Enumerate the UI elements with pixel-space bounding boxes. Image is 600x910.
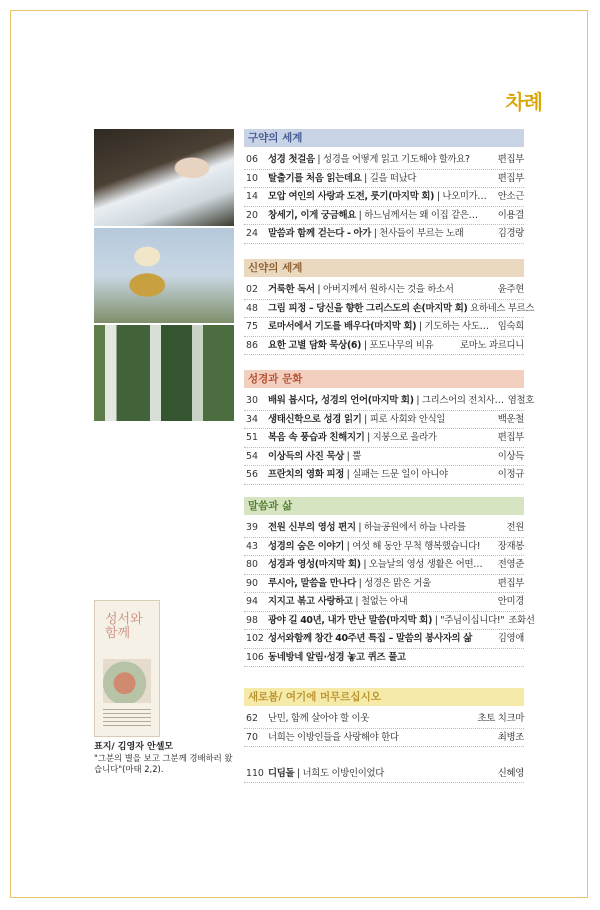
toc-entry: [244, 392, 534, 411]
toc-entry: [244, 225, 524, 244]
entry-series-title: 탈출기를 처음 읽는데요: [268, 172, 362, 184]
entry-title: [268, 170, 494, 184]
entry-list: [244, 281, 535, 355]
cover-title: 성서와 함께: [105, 612, 143, 641]
page-number: 75: [246, 321, 258, 332]
cover-caption: [94, 742, 234, 775]
entry-author: 윤주현: [497, 284, 524, 295]
page-number: 43: [246, 540, 258, 552]
entry-title: [268, 300, 534, 314]
entry-author: 염철호: [507, 395, 534, 406]
page-number: 110: [246, 767, 264, 779]
entry-title: [268, 151, 494, 165]
page-number: 48: [246, 302, 258, 314]
entry-title: [268, 556, 494, 570]
entry-title: [268, 612, 504, 626]
toc-entry: [244, 630, 524, 649]
entry-title: [268, 411, 494, 425]
entry-title: [268, 765, 494, 779]
toc-entry: [244, 612, 535, 631]
entry-title: [268, 466, 494, 480]
entry-series-title: 디딤돌: [268, 767, 295, 779]
entry-title: [268, 188, 494, 202]
section-header: 신약의 세계: [244, 259, 524, 277]
entry-series-title: 그림 피정 – 당신을 향한 그리스도의 손(마지막 회): [268, 302, 468, 314]
entry-author: 조화선: [508, 614, 535, 626]
entry-series-title: 전원 신부의 영성 편지: [268, 522, 356, 533]
entry-subtitle: | 하느님께서는 왜 이집 같은…: [356, 209, 478, 221]
toc-entry: [244, 207, 524, 226]
toc-entry: [244, 318, 524, 337]
entry-title: [268, 710, 474, 724]
entry-author: 이상득: [497, 450, 524, 462]
entry-title: [268, 593, 494, 607]
entry-author: 로마노 과르디니: [460, 339, 524, 351]
entry-list: [244, 392, 534, 485]
toc-entry: [244, 337, 524, 356]
page-number: 70: [246, 731, 258, 743]
entry-subtitle: | 지붕으로 올라가: [364, 432, 437, 443]
entry-series-title: 창세기, 이게 궁금해요: [268, 209, 356, 221]
toc-entry: [244, 170, 524, 189]
cover-thumbnail: [94, 600, 160, 737]
entry-author: 임숙희: [497, 321, 524, 332]
toc-entry: [244, 448, 524, 467]
toc-entry: [244, 575, 524, 594]
page-number: 86: [246, 339, 258, 351]
entry-list: [244, 519, 535, 667]
entry-author: 김경랑: [497, 228, 524, 239]
page-number: 39: [246, 522, 258, 533]
entry-subtitle: | 포도나무의 비유: [361, 339, 434, 351]
entry-author: 최병조: [497, 731, 524, 743]
toc-entry: [244, 649, 524, 668]
entry-author: 편집부: [497, 577, 524, 589]
toc-entry: [244, 765, 524, 784]
page-number: 51: [246, 432, 258, 443]
entry-series-title: 배워 봅시다, 성경의 언어(마지막 회): [268, 395, 414, 406]
toc-section-new-testament: [244, 259, 535, 355]
section-header: 성경과 문화: [244, 370, 524, 388]
page-number: 62: [246, 713, 258, 724]
entry-author: 초토 치크마: [477, 713, 524, 724]
entry-subtitle: | 오늘날의 영성 생활은 어떤…: [360, 559, 483, 570]
page-number: 10: [246, 172, 258, 184]
entry-author: 안소근: [497, 191, 524, 202]
entry-author: 장재봉: [497, 540, 524, 552]
entry-subtitle: 요하네스 부르스: [467, 302, 535, 314]
toc-entry: [244, 729, 524, 748]
entry-title: [268, 448, 494, 462]
page-number: 80: [246, 559, 258, 570]
entry-title: [268, 281, 494, 295]
cover-caption-quote: "그분의 별을 보고 그분께 경배하러 왔습니다"(마태 2,2).: [94, 753, 233, 774]
section-header: 새로봄/ 여기에 머무르십시오: [244, 688, 524, 706]
entry-title: [268, 225, 494, 239]
entry-subtitle: 난민, 함께 살아야 할 이웃: [268, 713, 369, 724]
entry-title: [268, 538, 494, 552]
entry-author: 백운철: [497, 413, 524, 425]
toc-section-new-spring: [244, 688, 524, 783]
entry-title: [268, 575, 494, 589]
entry-title: [268, 207, 494, 221]
photo-pope-blessing: [94, 228, 234, 323]
page-number: 56: [246, 469, 258, 480]
entry-author: 전영준: [497, 559, 524, 570]
entry-title: [268, 429, 494, 443]
entry-title: [268, 649, 520, 663]
page-number: 54: [246, 450, 258, 462]
entry-author: 편집부: [497, 432, 524, 443]
toc-entry: [244, 429, 524, 448]
photo-child-sleeping: [94, 129, 234, 226]
entry-author: 이용결: [497, 209, 524, 221]
entry-title: [268, 337, 456, 351]
photo-forest-path: [94, 325, 234, 421]
entry-title: [268, 392, 504, 406]
entry-subtitle: 너희는 이방인들을 사랑해야 한다: [268, 731, 399, 743]
toc-section-word-life: [244, 497, 535, 667]
entry-subtitle: | 철없는 아내: [352, 596, 408, 607]
page-number: 102: [246, 633, 264, 644]
entry-series-title: 지지고 볶고 사랑하고: [268, 596, 353, 607]
entry-series-title: 이상득의 사진 묵상: [268, 450, 344, 462]
entry-subtitle: | 그리스어의 전치사…: [413, 395, 504, 406]
page-number: 106: [246, 651, 264, 663]
entry-subtitle: | 실패는 드문 일이 아니야: [343, 469, 448, 480]
cover-artwork: [103, 659, 151, 703]
toc-entry: [244, 556, 524, 575]
entry-subtitle: | 여섯 해 동안 무척 행복했습니다!: [343, 540, 481, 552]
toc-entry: [244, 281, 524, 300]
entry-subtitle: | 성경을 어떻게 읽고 기도해야 할까요?: [314, 154, 470, 165]
toc-entry: [244, 538, 524, 557]
entry-series-title: 성경의 숨은 이야기: [268, 540, 344, 552]
entry-author: 전원: [506, 522, 524, 533]
entry-subtitle: | 피로 사회와 안식일: [361, 413, 446, 425]
cover-caption-label: 표지/ 김영자 안셀모: [94, 742, 174, 752]
entry-author: 편집부: [497, 154, 524, 165]
entry-subtitle: | 천사들이 부르는 노래: [371, 228, 464, 239]
entry-series-title: 복음 속 풍습과 친해지기: [268, 432, 365, 443]
entry-series-title: 성경 첫걸음: [268, 154, 315, 165]
toc-entry: [244, 151, 524, 170]
entry-subtitle: | 기도하는 사도…: [416, 321, 489, 332]
page-number: 20: [246, 209, 258, 221]
entry-series-title: 요한 고별 담화 묵상(6): [268, 339, 362, 351]
entry-subtitle: | 뿔: [343, 450, 361, 462]
page-number: 98: [246, 614, 258, 626]
entry-series-title: 동네방네 알림·성경 놓고 퀴즈 풀고: [268, 651, 406, 663]
entry-author: 안미경: [497, 596, 524, 607]
toc-section-old-testament: [244, 129, 524, 244]
entry-subtitle: | 나오미가…: [434, 191, 487, 202]
entry-series-title: 로마서에서 기도를 배우다(마지막 회): [268, 321, 417, 332]
toc-entry: [244, 300, 535, 319]
entry-list: [244, 710, 524, 783]
entry-list: [244, 151, 524, 244]
entry-series-title: 모압 여인의 사랑과 도전, 룻기(마지막 회): [268, 191, 435, 202]
entry-subtitle: | 하늘공원에서 하늘 나라를: [355, 522, 466, 533]
entry-subtitle: | 길을 떠났다: [361, 172, 417, 184]
entry-title: [268, 630, 494, 644]
page-number: 06: [246, 154, 258, 165]
entry-series-title: 광야 길 40년, 내가 만난 말씀(마지막 회): [268, 614, 433, 626]
entry-author: 이정규: [497, 469, 524, 480]
entry-author: 편집부: [497, 172, 524, 184]
page-number: 94: [246, 596, 258, 607]
toc-entry: [244, 747, 524, 765]
entry-subtitle: | 너희도 이방인이었다: [294, 767, 384, 779]
page-number: 34: [246, 413, 258, 425]
page-title: 차례: [505, 90, 542, 114]
toc-entry: [244, 411, 524, 430]
entry-title: [268, 729, 494, 743]
page-number: 24: [246, 228, 258, 239]
entry-series-title: 루시아, 말씀을 만나다: [268, 577, 356, 589]
entry-subtitle: | 아버지께서 원하시는 것을 하소서: [314, 284, 454, 295]
toc-entry: [244, 466, 524, 485]
page-number: 90: [246, 577, 258, 589]
entry-author: 김영애: [497, 633, 524, 644]
toc-entry: [244, 710, 524, 729]
entry-title: [268, 318, 494, 332]
entry-series-title: 생태신학으로 성경 읽기: [268, 413, 362, 425]
section-header: 구약의 세계: [244, 129, 524, 147]
section-header: 말씀과 삶: [244, 497, 524, 515]
entry-subtitle: | "주님이십니다!": [432, 614, 505, 626]
toc-entry: [244, 593, 524, 612]
page-number: 02: [246, 284, 258, 295]
toc-entry: [244, 188, 524, 207]
entry-series-title: 프란치의 영화 피정: [268, 469, 344, 480]
cover-text-lines: [103, 709, 151, 729]
toc-section-bible-culture: [244, 370, 534, 485]
page-number: 14: [246, 191, 258, 202]
entry-series-title: 성서와함께 창간 40주년 특집 – 말씀의 봉사자의 삶: [268, 633, 472, 644]
entry-subtitle: | 성경은 맑은 거울: [356, 577, 431, 589]
entry-series-title: 거룩한 독서: [268, 284, 315, 295]
entry-author: 신혜영: [497, 767, 524, 779]
entry-series-title: 말씀과 함께 걷는다 - 아가: [268, 228, 372, 239]
toc-entry: [244, 519, 524, 538]
entry-series-title: 성경과 영성(마지막 회): [268, 559, 361, 570]
entry-title: [268, 519, 502, 533]
page-number: 30: [246, 395, 258, 406]
